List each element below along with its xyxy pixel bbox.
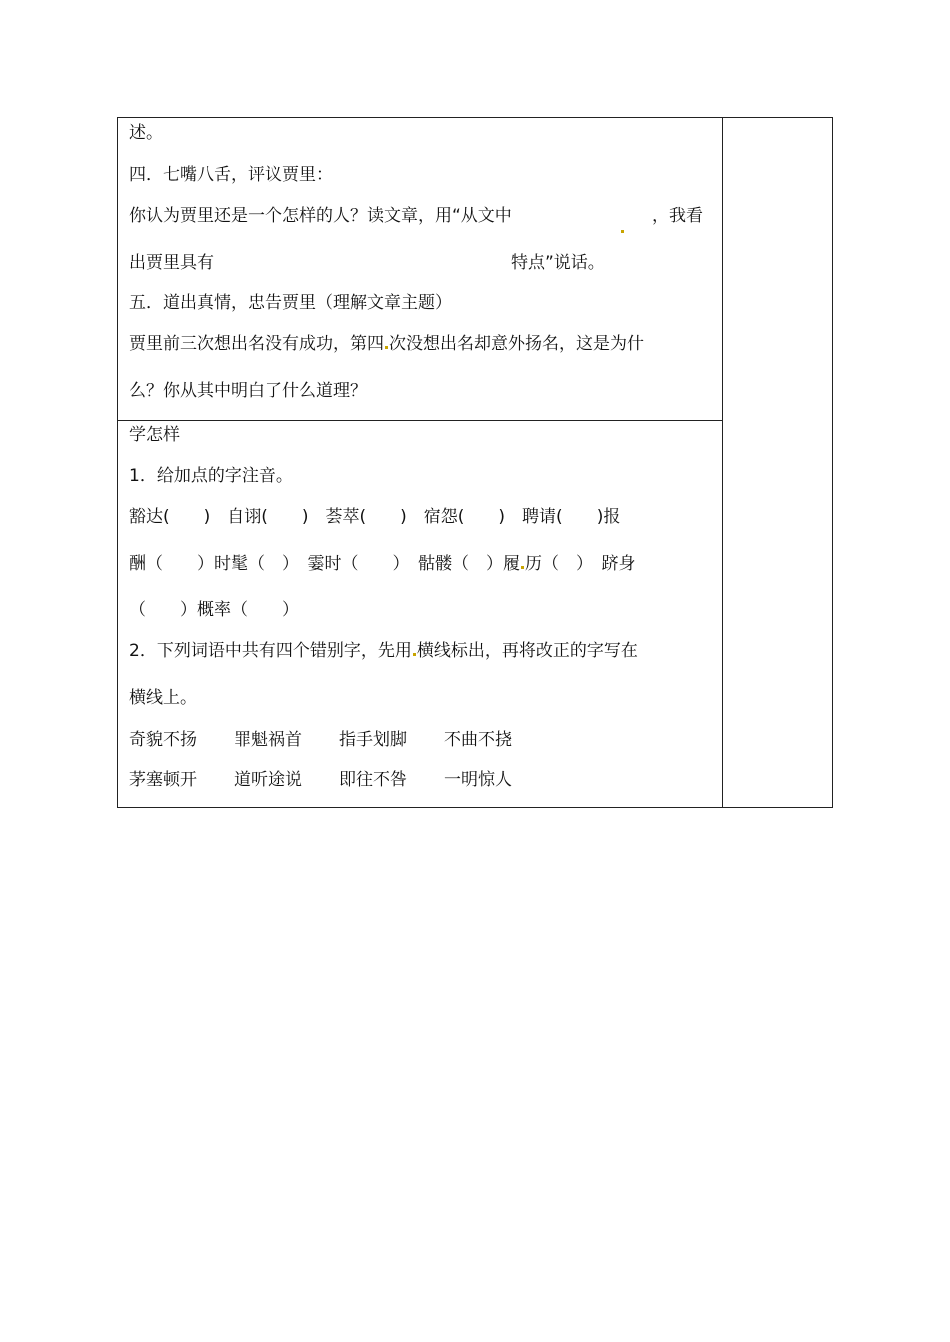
prompt-line [129,251,711,275]
pinyin-row [129,552,636,576]
row-divider [118,420,722,421]
question-line [129,332,644,356]
section-heading: 学怎样 [129,425,180,445]
question-line: 么？你从其中明白了什么道理？ [129,381,367,401]
prompt-text-end: ，我看 [652,206,703,226]
word-item: 道听途说 [234,770,302,790]
pinyin-row: （ ）概率（ ） [129,600,299,620]
word-item: 茅塞顿开 [129,770,197,790]
word-item: 一明惊人 [444,770,512,790]
word-item: 不曲不挠 [444,730,512,750]
prompt-line [129,204,711,228]
column-divider [722,118,723,807]
word-item: 奇貌不扬 [129,730,197,750]
section-five-heading: 五．道出真情，忠告贾里（理解文章主题） [129,293,452,313]
question-text: 贾里前三次想出名没有成功，第四 [129,334,384,354]
question-one: 1．给加点的字注音。 [129,466,293,486]
section-four-heading: 四．七嘴八舌，评议贾里： [129,165,333,185]
question-text: 2．下列词语中共有四个错别字，先用 [129,641,412,661]
emphasis-mark [413,653,416,656]
question-text: 横线标出，再将改正的字写在 [416,641,638,661]
question-text: 次没想出名却意外扬名，这是为什 [389,334,644,354]
pinyin-row: 豁达( ) 自诩( ) 荟萃( ) 宿怨( ) 聘请( )报 [129,507,621,527]
worksheet-table [117,117,833,808]
prompt-text: 你认为贾里还是一个怎样的人？读文章，用“从文中 [129,206,512,226]
emphasis-mark [621,230,624,233]
question-two [129,639,638,663]
question-two-continued: 横线上。 [129,688,197,708]
prompt-text: 出贾里具有 [129,253,214,273]
text-line: 述。 [129,123,163,143]
pinyin-text: 历（ ） 跻身 [525,554,636,574]
word-item: 罪魁祸首 [234,730,302,750]
emphasis-mark [521,566,524,569]
prompt-text-end: 特点”说话。 [511,253,605,273]
pinyin-text: 酬（ ）时髦（ ） 霎时（ ） 骷髅（ ）履 [129,554,520,574]
word-item: 指手划脚 [339,730,407,750]
emphasis-mark [385,346,388,349]
word-item: 即往不咎 [339,770,407,790]
